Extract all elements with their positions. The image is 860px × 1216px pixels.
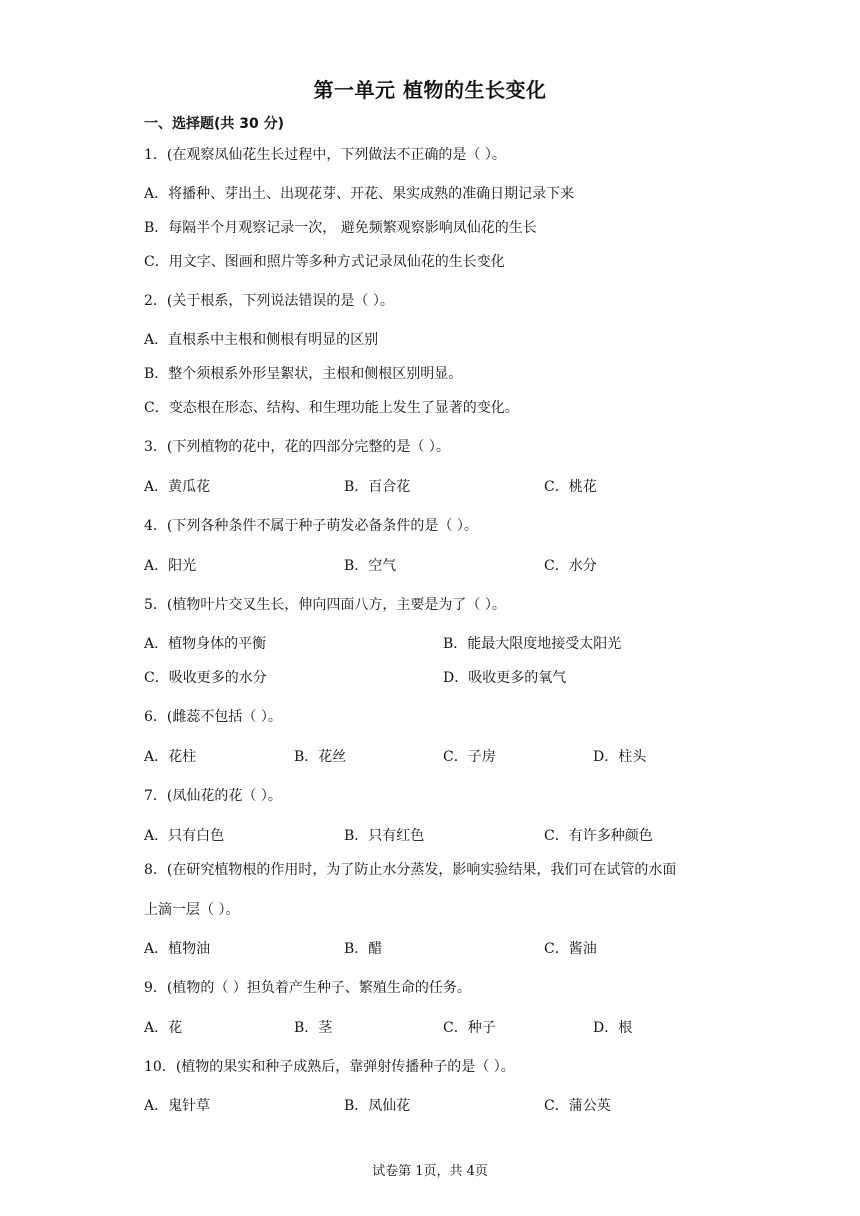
question-4-stem: 4．(下列各种条件不属于种子萌发必备条件的是（ ）。 [144, 518, 478, 534]
question-2-stem: 2．(关于根系，下列说法错误的是（ ）。 [144, 293, 394, 309]
question-8-stem-line-1: 8．(在研究植物根的作用时，为了防止水分蒸发，影响实验结果，我们可在试管的水面 [144, 862, 677, 878]
question-9-option-b: B．茎 [294, 1020, 333, 1036]
question-9-option-a: A．花 [144, 1020, 183, 1036]
question-10-option-b: B．凤仙花 [344, 1098, 411, 1114]
question-2-option-a: A．直根系中主根和侧根有明显的区别 [144, 332, 379, 348]
question-5-option-b: B．能最大限度地接受太阳光 [443, 636, 622, 652]
question-1-stem: 1．(在观察凤仙花生长过程中，下列做法不正确的是（ ）。 [144, 147, 506, 163]
section-heading: 一、选择题(共 30 分) [144, 116, 285, 132]
page-footer: 试卷第 1页，共 4页 [372, 1164, 488, 1179]
question-8-option-c: C．酱油 [544, 941, 597, 957]
question-6-stem: 6．(雌蕊不包括（ ）。 [144, 709, 282, 725]
question-2-option-c: C．变态根在形态、结构、和生理功能上发生了显著的变化。 [144, 400, 519, 416]
question-1-option-a: A．将播种、芽出土、出现花芽、开花、果实成熟的准确日期记录下来 [144, 186, 575, 202]
question-6-option-c: C．子房 [443, 749, 496, 765]
question-4-option-b: B．空气 [344, 558, 397, 574]
question-7-stem: 7．(凤仙花的花（ ）。 [144, 788, 282, 804]
question-4-option-a: A．阳光 [144, 558, 197, 574]
question-10-stem: 10．(植物的果实和种子成熟后，靠弹射传播种子的是（ ）。 [144, 1059, 515, 1075]
question-8-option-b: B．醋 [344, 941, 383, 957]
question-6-option-a: A．花柱 [144, 749, 197, 765]
question-5-option-d: D．吸收更多的氧气 [443, 670, 567, 686]
question-5-option-c: C．吸收更多的水分 [144, 670, 267, 686]
question-4-option-c: C．水分 [544, 558, 597, 574]
question-9-stem: 9．(植物的（ ）担负着产生种子、繁殖生命的任务。 [144, 980, 471, 996]
question-5-stem: 5．(植物叶片交叉生长，伸向四面八方，主要是为了（ ）。 [144, 597, 506, 613]
question-3-stem: 3．(下列植物的花中，花的四部分完整的是（ ）。 [144, 439, 450, 455]
page-title: 第一单元 植物的生长变化 [313, 78, 547, 102]
question-6-option-d: D．柱头 [593, 749, 647, 765]
question-1-option-c: C．用文字、图画和照片等多种方式记录凤仙花的生长变化 [144, 254, 505, 270]
question-7-option-c: C．有许多种颜色 [544, 828, 653, 844]
question-10-option-c: C．蒲公英 [544, 1098, 611, 1114]
question-6-option-b: B．花丝 [294, 749, 347, 765]
question-3-option-b: B．百合花 [344, 479, 411, 495]
question-2-option-b: B．整个须根系外形呈絮状，主根和侧根区别明显。 [144, 366, 463, 382]
question-8-option-a: A．植物油 [144, 941, 211, 957]
question-3-option-c: C．桃花 [544, 479, 597, 495]
question-5-option-a: A．植物身体的平衡 [144, 636, 267, 652]
question-10-option-a: A．鬼针草 [144, 1098, 211, 1114]
question-7-option-b: B．只有红色 [344, 828, 425, 844]
question-9-option-d: D．根 [593, 1020, 633, 1036]
question-9-option-c: C．种子 [443, 1020, 496, 1036]
question-1-option-b: B．每隔半个月观察记录一次， 避免频繁观察影响凤仙花的生长 [144, 220, 537, 236]
question-3-option-a: A．黄瓜花 [144, 479, 211, 495]
question-7-option-a: A．只有白色 [144, 828, 225, 844]
question-8-stem-line-2: 上滴一层（ ）。 [144, 902, 240, 918]
